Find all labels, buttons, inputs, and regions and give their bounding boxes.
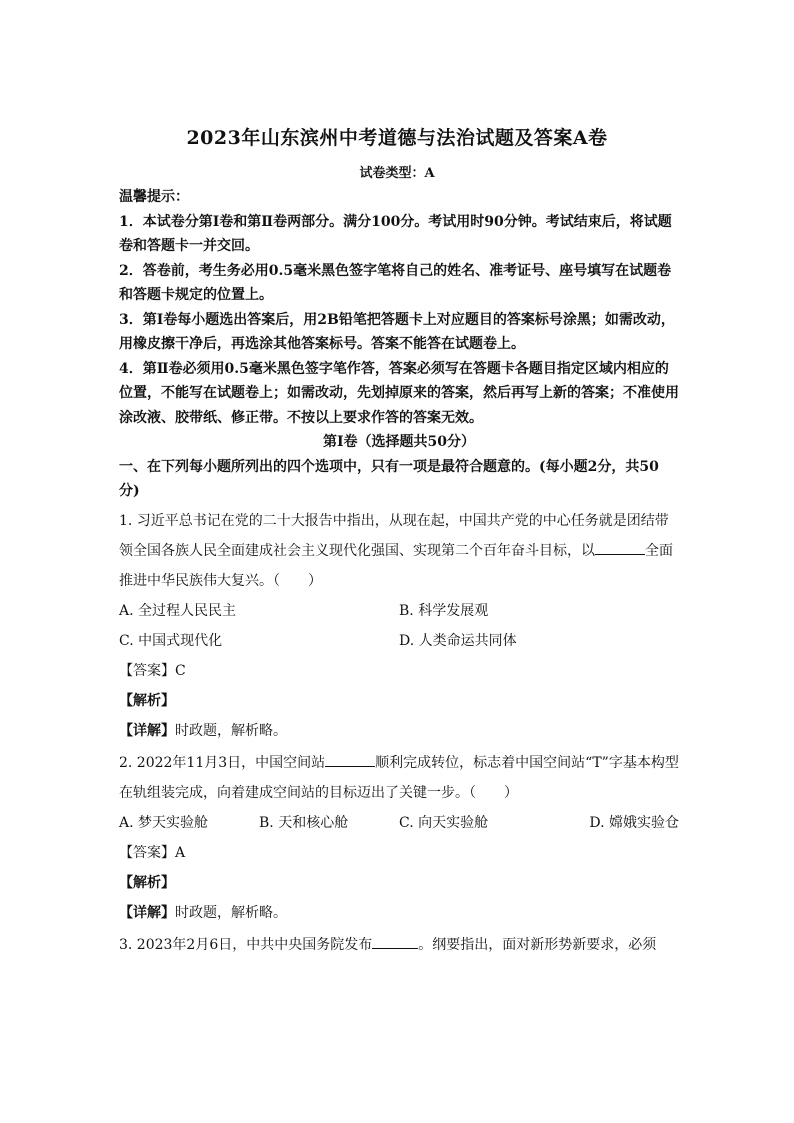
section-instruction: 一、在下列每小题所列出的四个选项中，只有一项是最符合题意的。(每小题2分，共50分) [119, 458, 659, 499]
options-row [119, 808, 679, 838]
answer: 【答案】C [119, 662, 186, 679]
tip-item: 3．第Ⅰ卷每小题选出答案后，用2B铅笔把答题卡上对应题目的答案标号涂黑；如需改动，用橡皮擦干净后，再选涂其他答案标号。答案不能答在试题卷上。 [119, 311, 675, 352]
tip-item: 1．本试卷分第Ⅰ卷和第Ⅱ卷两部分。满分100分。考试用时90分钟。考试结束后，将试题卷和答题卡一并交回。 [119, 213, 672, 254]
analysis-label: 【解析】 [119, 692, 175, 709]
document-title: 2023年山东滨州中考道德与法治试题及答案A卷 [186, 127, 608, 149]
tips-heading: 温馨提示： [119, 189, 189, 205]
question-stem-continued: 。纲要指出，面对新形势新要求，必须 [418, 936, 657, 953]
question-1 [119, 506, 679, 596]
option-c: C. 向天实验舱 [399, 814, 489, 831]
options-row [119, 596, 679, 626]
option-a: A. 全过程人民民主 [119, 602, 237, 619]
question-stem-continued: 顺利完成转位，标志着中国空间站“T”字基本构型在轨组装完成，向着建成空间站的目标迈出了关键一步。（ ） [119, 754, 679, 801]
detail-text: 时政题，解析略。 [175, 904, 287, 921]
section-title: 第Ⅰ卷（选择题共50分） [322, 434, 476, 450]
option-b: B. 天和核心舱 [259, 814, 349, 831]
tip-item: 2．答卷前，考生务必用0.5毫米黑色签字笔将自己的姓名、准考证号、座号填写在试题卷和答题卡规定的位置上。 [119, 262, 672, 303]
answer-blank [372, 932, 418, 949]
option-a: A. 梦天实验舱 [119, 814, 209, 831]
question-stem: 3. 2023年2月6日，中共中央国务院发布 [119, 936, 373, 953]
document-body [119, 185, 679, 960]
answer: 【答案】A [119, 844, 186, 861]
answer-blank [595, 538, 645, 555]
detail [119, 898, 679, 928]
detail-label: 【详解】 [119, 722, 175, 739]
document-subtitle: 试卷类型：A [359, 166, 435, 181]
detail [119, 716, 679, 746]
tip-item: 4．第Ⅱ卷必须用0.5毫米黑色签字笔作答，答案必须写在答题卡各题目指定区域内相应的位置，不能写在试题卷上；如需改动，先划掉原来的答案，然后再写上新的答案；不准使用涂改液、胶带纸、修正带。不按以上要求作答的答案无效。 [119, 360, 679, 426]
detail-text: 时政题，解析略。 [175, 722, 287, 739]
answer-blank [325, 750, 375, 767]
question-stem: 2. 2022年11月3日，中国空间站 [119, 754, 326, 771]
option-d: D. 嫦娥实验仓 [589, 814, 679, 831]
option-b: B. 科学发展观 [399, 602, 489, 619]
question-stem: 1. 习近平总书记在党的二十大报告中指出，从现在起，中国共产党的中心任务就是团结带领全国各族人民全面建成社会主义现代化强国、实现第二个百年奋斗目标，以 [119, 512, 669, 559]
options-row [119, 626, 679, 656]
option-c: C. 中国式现代化 [119, 632, 223, 649]
detail-label: 【详解】 [119, 904, 175, 921]
question-stem-continued: 全面推进中华民族伟大复兴。（ ） [119, 542, 673, 589]
analysis-label: 【解析】 [119, 874, 175, 891]
question-2 [119, 748, 679, 808]
question-3 [119, 930, 679, 960]
option-d: D. 人类命运共同体 [399, 632, 517, 649]
